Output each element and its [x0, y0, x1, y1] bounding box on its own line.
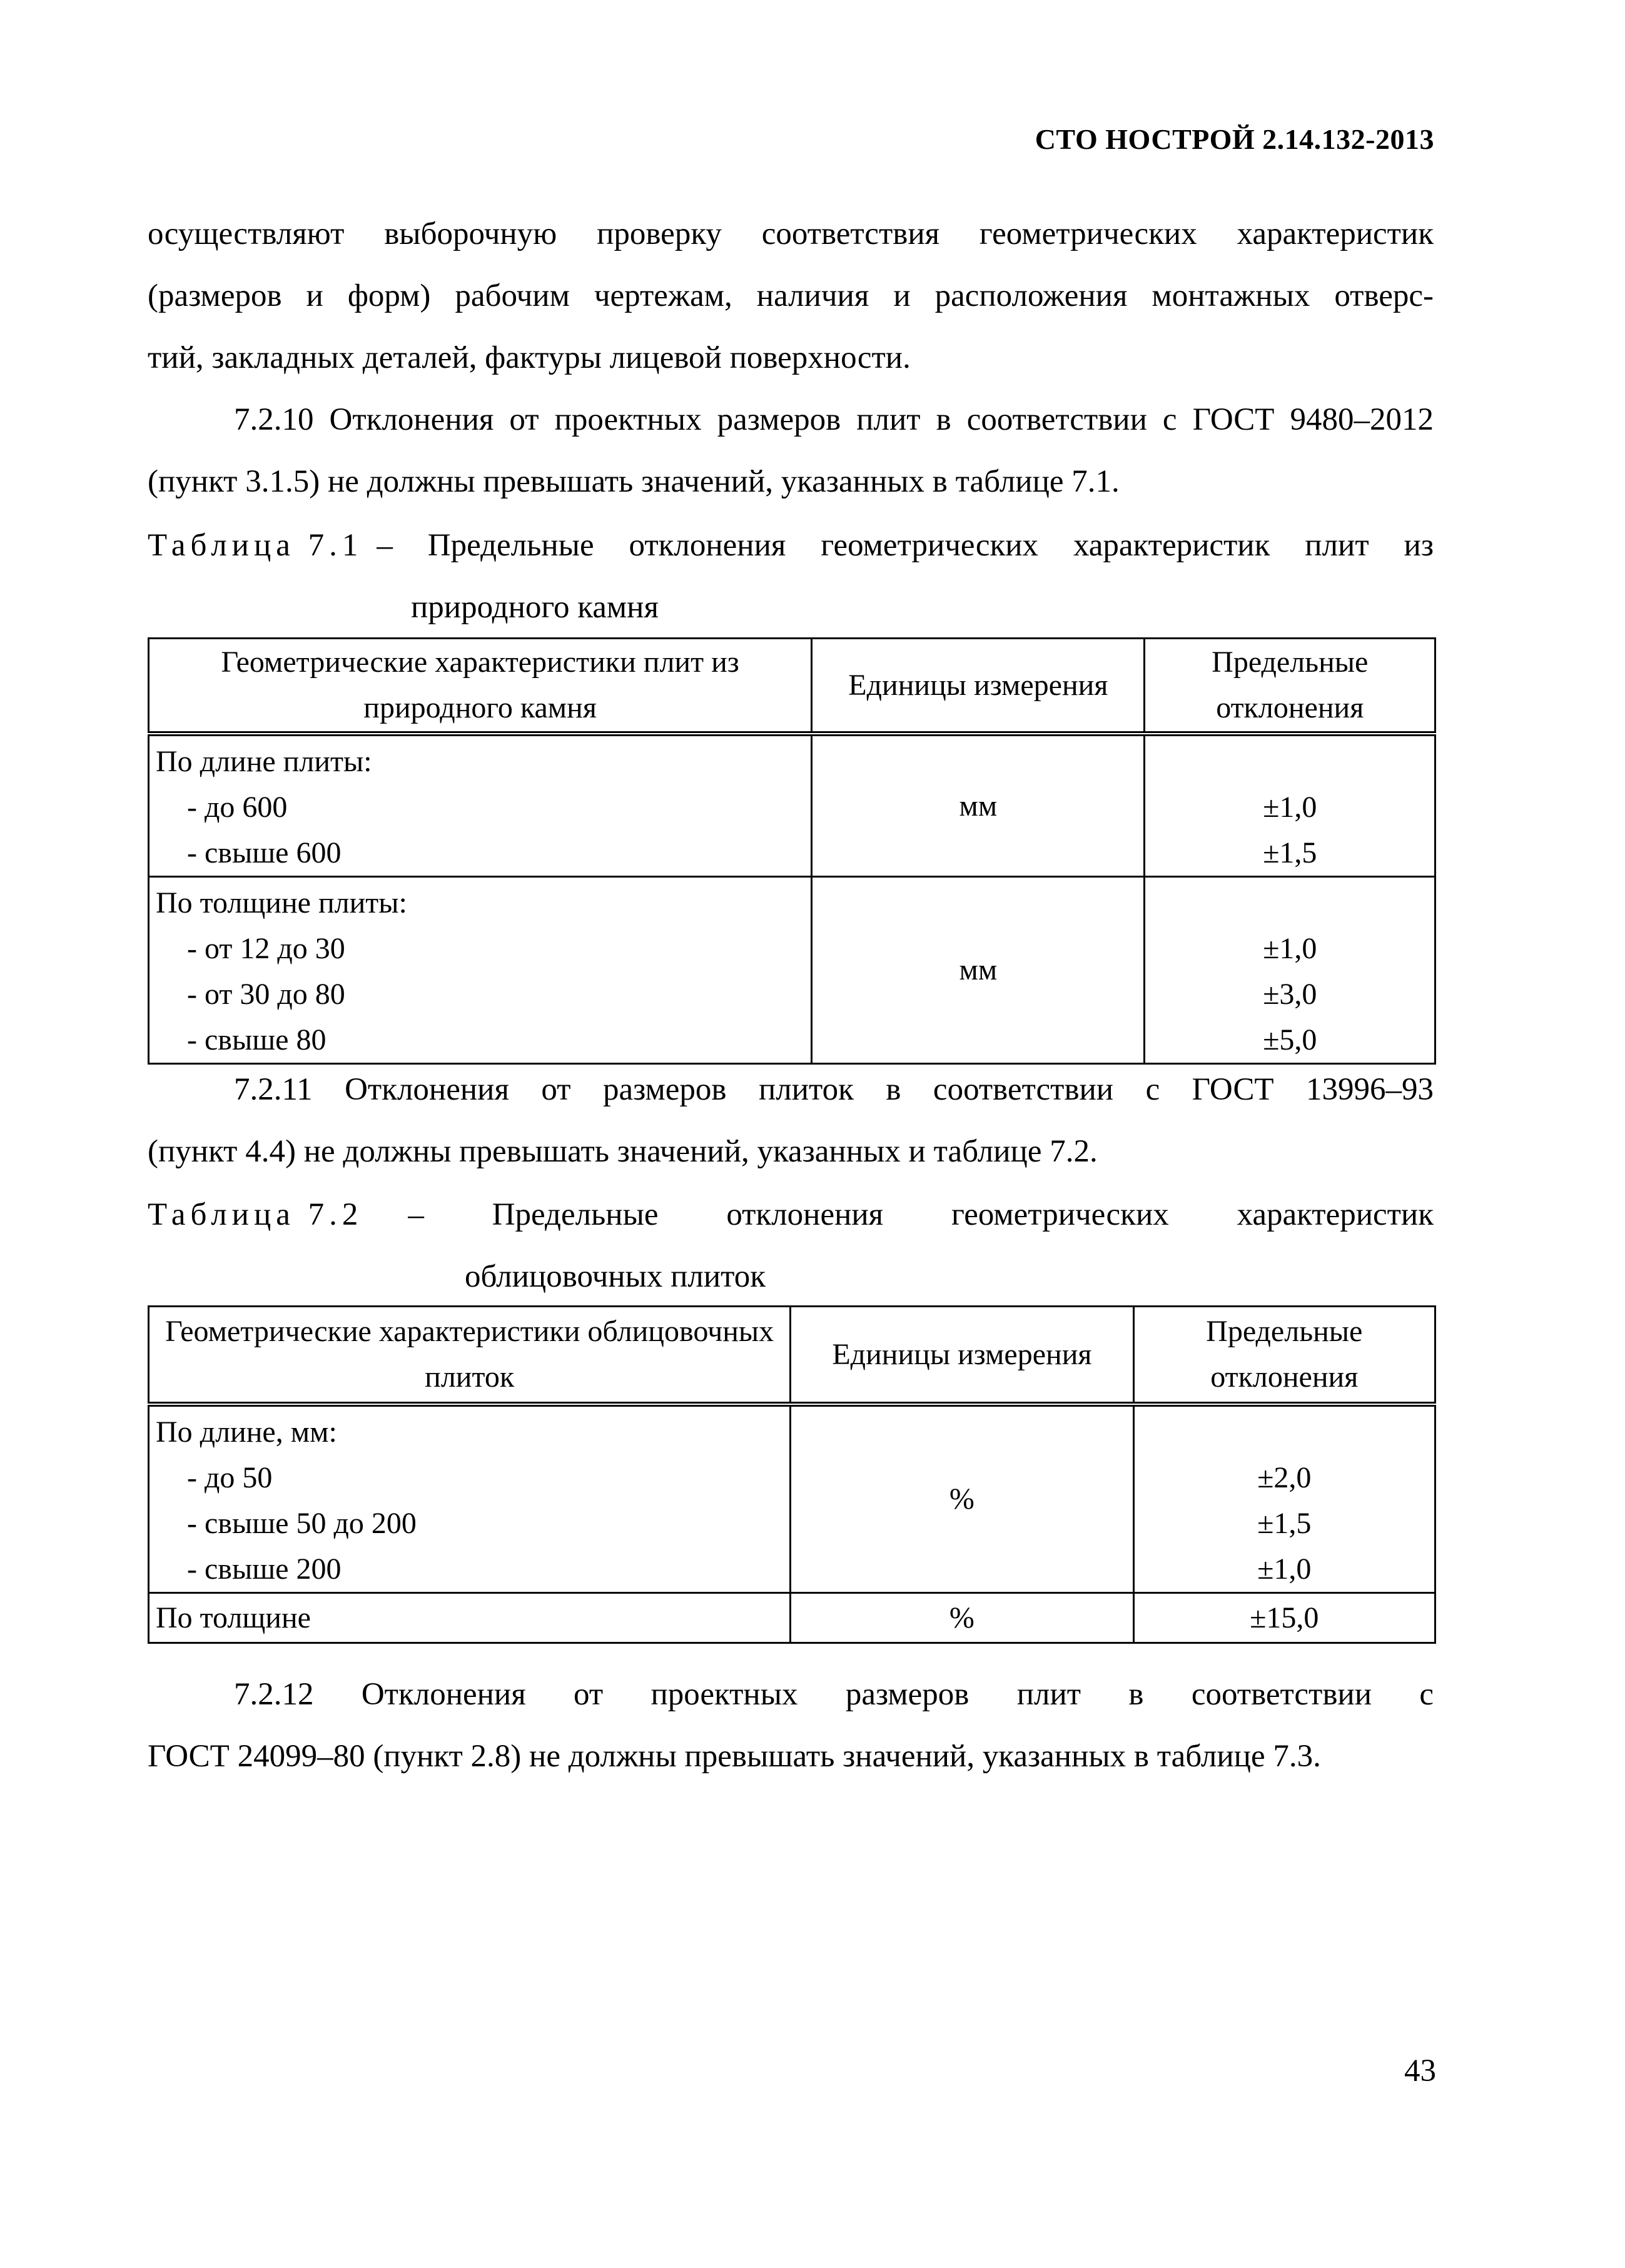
paragraph-line: ГОСТ 24099–80 (пункт 2.8) не должны превышать значений, указанных в таблице 7.3.: [148, 1739, 1321, 1774]
row-item: - от 12 до 30: [187, 931, 345, 965]
intro-paragraph: [148, 203, 1434, 389]
row-item: - свыше 80: [187, 1023, 327, 1056]
deviation-value: ±3,0: [1263, 977, 1317, 1011]
caption-label: Таблица 7.2: [148, 1197, 363, 1232]
intro-line: (размеров и форм) рабочим чертежам, наличия и расположения монтажных отверс-: [148, 278, 1434, 313]
caption-text-cont: природного камня: [411, 590, 659, 625]
intro-line: тий, закладных деталей, фактуры лицевой поверхности.: [148, 340, 911, 375]
row-title: По толщине плиты:: [156, 886, 407, 919]
row-title: По длине, мм:: [156, 1415, 337, 1449]
paragraph-line: 7.2.12 Отклонения от проектных размеров плит в соответствии с: [234, 1677, 1434, 1712]
deviation-value: ±15,0: [1133, 1592, 1435, 1643]
document-code-header: СТО НОСТРОЙ 2.14.132-2013: [1035, 123, 1434, 155]
row-item: - свыше 50 до 200: [187, 1506, 417, 1540]
row-title: По толщине: [149, 1592, 791, 1643]
deviation-value: ±1,0: [1257, 1552, 1312, 1586]
caption-label: Таблица 7.1: [148, 528, 363, 563]
deviation-value: ±1,0: [1263, 931, 1317, 965]
row-title: По длине плиты:: [156, 744, 372, 778]
caption-text-cont: облицовочных плиток: [465, 1259, 766, 1294]
paragraph-7-2-10: [148, 389, 1434, 513]
table-row: [149, 1404, 1435, 1593]
table-row: [149, 876, 1435, 1063]
paragraph-line: 7.2.10 Отклонения от проектных размеров плит в соответствии с ГОСТ 9480–2012: [234, 402, 1434, 437]
table-7-2-caption: [148, 1184, 1434, 1308]
table-7-1-caption: [148, 515, 1434, 639]
caption-text: – Предельные отклонения геометрических характеристик: [408, 1197, 1434, 1232]
row-item: - свыше 600: [187, 836, 342, 869]
deviation-value: ±2,0: [1257, 1461, 1312, 1494]
header-cell-deviations: Предельные отклонения: [1133, 1307, 1435, 1404]
unit-cell: мм: [812, 876, 1145, 1063]
page-number: 43: [1404, 2053, 1436, 2088]
deviation-value: ±1,0: [1263, 790, 1317, 824]
row-item: - от 30 до 80: [187, 977, 345, 1011]
header-cell-deviations: Предельные отклонения: [1145, 639, 1435, 734]
unit-cell: %: [791, 1592, 1133, 1643]
deviation-value: ±5,0: [1263, 1023, 1317, 1056]
table-row: [149, 1592, 1435, 1643]
caption-text: – Предельные отклонения геометрических характеристик плит из: [377, 528, 1434, 563]
table-row: [149, 734, 1435, 877]
deviation-value: ±1,5: [1257, 1506, 1312, 1540]
row-item: - до 50: [187, 1461, 273, 1494]
row-item: - до 600: [187, 790, 288, 824]
paragraph-line: (пункт 3.1.5) не должны превышать значений, указанных в таблице 7.1.: [148, 464, 1120, 499]
deviation-value: ±1,5: [1263, 836, 1317, 869]
header-cell-units: Единицы измерения: [791, 1307, 1133, 1404]
paragraph-line: (пункт 4.4) не должны превышать значений, указанных и таблице 7.2.: [148, 1134, 1098, 1169]
table-7-1: [148, 637, 1436, 1065]
unit-cell: мм: [812, 734, 1145, 877]
table-7-2: [148, 1305, 1436, 1644]
unit-cell: %: [791, 1404, 1133, 1593]
header-cell-units: Единицы измерения: [812, 639, 1145, 734]
paragraph-7-2-11: [148, 1059, 1434, 1183]
intro-line: осуществляют выборочную проверку соответствия геометрических характеристик: [148, 216, 1434, 251]
header-cell-characteristics: Геометрические характеристики облицовочных плиток: [149, 1307, 791, 1404]
paragraph-line: 7.2.11 Отклонения от размеров плиток в соответствии с ГОСТ 13996–93: [234, 1072, 1434, 1107]
header-cell-characteristics: Геометрические характеристики плит из природного камня: [149, 639, 812, 734]
paragraph-7-2-12: [148, 1664, 1434, 1788]
row-item: - свыше 200: [187, 1552, 342, 1586]
